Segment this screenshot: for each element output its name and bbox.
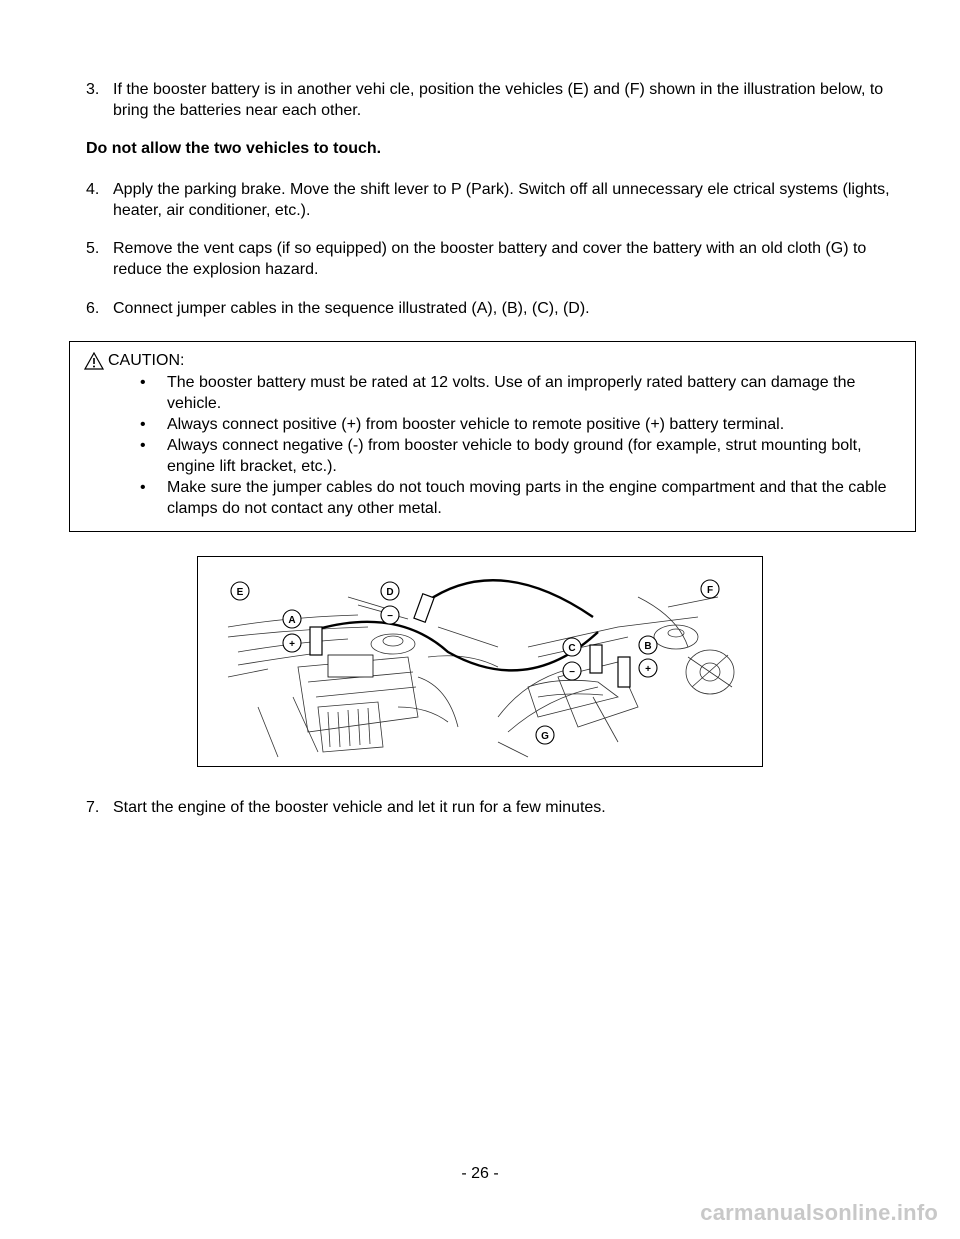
page-number: - 26 -	[461, 1165, 499, 1182]
bullet-icon: •	[140, 374, 146, 391]
step-3	[86, 79, 906, 121]
step-number: 4.	[86, 181, 100, 198]
step-number: 7.	[86, 799, 100, 816]
warning-triangle-icon	[84, 352, 104, 370]
label-a: A	[288, 615, 296, 626]
caution-header	[84, 350, 184, 371]
step-text: Remove the vent caps (if so equipped) on the booster battery and cover the battery with an old cloth (G) to reduce the explosion hazard.	[113, 240, 867, 278]
label-b: B	[644, 641, 652, 652]
caution-item-text: Always connect positive (+) from booster vehicle to remote positive (+) battery terminal.	[167, 416, 785, 433]
step-4	[86, 179, 906, 221]
label-d-minus: −	[387, 611, 393, 622]
step-text: Apply the parking brake. Move the shift lever to P (Park). Switch off all unnecessary ele ctrical systems (lights, heater, air conditioner, etc.).	[113, 181, 890, 219]
warning-text: Do not allow the two vehicles to touch.	[86, 140, 382, 157]
bullet-icon: •	[140, 437, 146, 454]
step-text: If the booster battery is in another vehi cle, position the vehicles (E) and (F) shown in the illustration below, to bring the batteries near each other.	[113, 81, 884, 119]
step-number: 3.	[86, 81, 100, 98]
caution-item	[140, 435, 900, 477]
label-b-plus: +	[645, 664, 651, 675]
caution-item-text: The booster battery must be rated at 12 volts. Use of an improperly rated battery can damage the vehicle.	[167, 374, 856, 412]
step-number: 6.	[86, 300, 100, 317]
bullet-icon: •	[140, 416, 146, 433]
jumper-cable-illustration	[197, 556, 763, 767]
label-a-plus: +	[289, 639, 295, 650]
caution-item	[140, 372, 900, 414]
label-f: F	[706, 585, 714, 596]
step-7	[86, 797, 906, 818]
caution-title: CAUTION:	[108, 352, 185, 369]
caution-list	[140, 372, 900, 519]
label-g: G	[541, 731, 549, 742]
label-d: D	[386, 587, 394, 598]
caution-box	[69, 341, 916, 532]
step-text: Start the engine of the booster vehicle and let it run for a few minutes.	[113, 799, 606, 816]
watermark[interactable]: carmanualsonline.info	[700, 1200, 938, 1225]
step-number: 5.	[86, 240, 100, 257]
step-6	[86, 298, 906, 319]
illustration-drawing	[198, 557, 763, 767]
caution-item	[140, 414, 900, 435]
caution-item-text: Make sure the jumper cables do not touch moving parts in the engine compartment and that the cable clamps do not contact any other metal.	[167, 479, 887, 517]
step-5	[86, 238, 906, 280]
caution-item	[140, 477, 900, 519]
label-e: E	[236, 587, 244, 598]
step-text: Connect jumper cables in the sequence illustrated (A), (B), (C), (D).	[113, 300, 590, 317]
label-c: C	[568, 643, 576, 654]
label-c-minus: −	[569, 667, 575, 678]
bullet-icon: •	[140, 479, 146, 496]
caution-item-text: Always connect negative (-) from booster vehicle to body ground (for example, strut mounting bolt, engine lift bracket, etc.).	[167, 437, 862, 475]
